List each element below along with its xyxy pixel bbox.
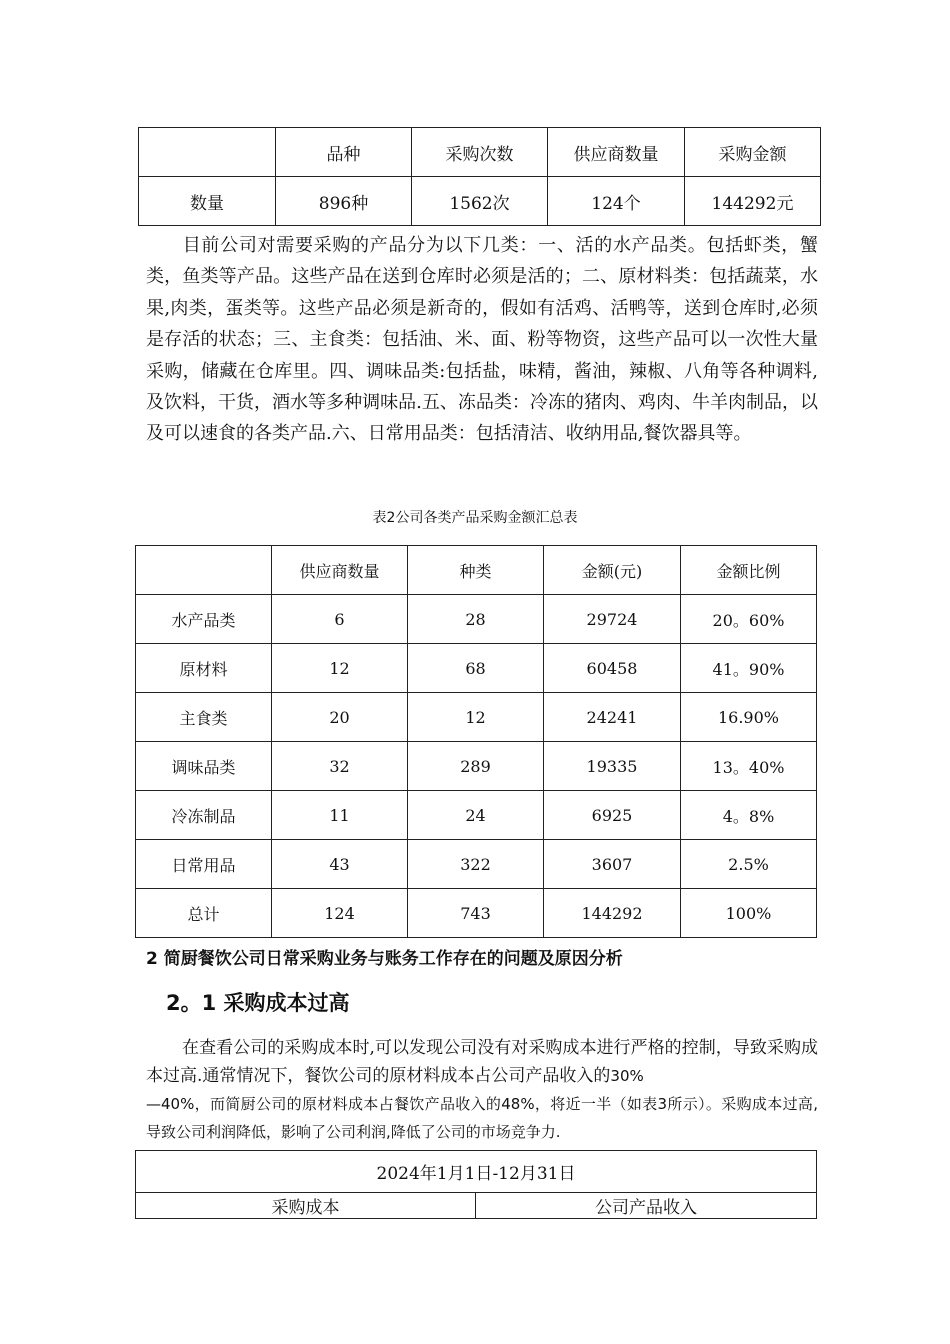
paragraph-text: 目前公司对需要采购的产品分为以下几类：一、活的水产品类。包括虾类，蟹类，鱼类等产品。这些产品在送到仓库时必须是活的；二、原材料类：包括蔬菜，水果,肉类，蛋类等。这些产品必须是新奇的，假如有活鸡、活鸭等，送到仓库时,必须是存活的状态；三、主食类：包括油、米、面、粉等物资，这些产品可以一次性大量采购，储藏在仓库里。四、调味品类:包括盐，味精，酱油，辣椒、八角等各种调料,及饮料，干货，酒水等多种调味品.五、冻品类：冷冻的猪肉、鸡肉、牛羊肉制品，以及可以速食的各类产品.六、日常用品类：包括清洁、收纳用品,餐饮器具等。	[146, 235, 818, 445]
table-header-row	[136, 546, 817, 595]
table-cell: 主食类	[136, 693, 272, 742]
table-row	[139, 177, 821, 226]
table-cell: 水产品类	[136, 595, 272, 644]
table-cell	[139, 128, 276, 177]
table-cell: 种类	[408, 546, 544, 595]
table-cell: 144292元	[685, 177, 821, 226]
table-cell: 20	[272, 693, 408, 742]
table-cell: 11	[272, 791, 408, 840]
paragraph-text: 在查看公司的采购成本时,可以发现公司没有对采购成本进行严格的控制，导致采购成本过高.通常情况下，餐饮公司的原材料成本占公司产品收入的	[146, 1038, 818, 1086]
table-cell: 调味品类	[136, 742, 272, 791]
table-cell: 743	[408, 889, 544, 938]
table-cell: 总计	[136, 889, 272, 938]
table-cell: 124个	[548, 177, 685, 226]
table-cell: 日常用品	[136, 840, 272, 889]
table-cell: 6	[272, 595, 408, 644]
cost-revenue-table	[135, 1150, 817, 1219]
table-cell: 41。90%	[681, 644, 817, 693]
table-cell: 20。60%	[681, 595, 817, 644]
table-cell: 金额(元)	[544, 546, 681, 595]
purchase-amount-table	[135, 545, 817, 938]
table-cell: 896种	[276, 177, 412, 226]
table-header-row	[136, 1151, 817, 1193]
table-cell: 1562次	[412, 177, 548, 226]
table-cell: 4。8%	[681, 791, 817, 840]
table-cell: 公司产品收入	[476, 1193, 817, 1219]
table-cell: 100%	[681, 889, 817, 938]
table-cell	[136, 546, 272, 595]
table-cell: 采购金额	[685, 128, 821, 177]
table-cell: 金额比例	[681, 546, 817, 595]
table-cell: 322	[408, 840, 544, 889]
table-row	[136, 693, 817, 742]
table-cell: 60458	[544, 644, 681, 693]
table-cell: 68	[408, 644, 544, 693]
subsection-heading: 2。1 采购成本过高	[166, 991, 350, 1015]
table-cell: 12	[408, 693, 544, 742]
table-cell: 3607	[544, 840, 681, 889]
table-cell: 24	[408, 791, 544, 840]
table-total-row	[136, 889, 817, 938]
table-row	[136, 595, 817, 644]
table-row	[136, 791, 817, 840]
table-cell: 29724	[544, 595, 681, 644]
table-cell: 24241	[544, 693, 681, 742]
table-cell: 43	[272, 840, 408, 889]
table-cell: 28	[408, 595, 544, 644]
table-cell: 124	[272, 889, 408, 938]
summary-table	[138, 127, 821, 226]
table-cell: 品种	[276, 128, 412, 177]
table-row	[136, 1193, 817, 1219]
table-row	[136, 742, 817, 791]
table-cell: 144292	[544, 889, 681, 938]
percent-range-start: 30%	[610, 1067, 644, 1085]
table-cell: 19335	[544, 742, 681, 791]
table-cell: 供应商数量	[548, 128, 685, 177]
table-cell: 冷冻制品	[136, 791, 272, 840]
product-category-paragraph	[146, 230, 818, 484]
table-cell: 采购次数	[412, 128, 548, 177]
table-row	[136, 644, 817, 693]
cost-paragraph	[146, 1034, 818, 1090]
table-cell: 6925	[544, 791, 681, 840]
table-cell: 原材料	[136, 644, 272, 693]
table-cell: 12	[272, 644, 408, 693]
table-cell: 32	[272, 742, 408, 791]
table-cell: 16.90%	[681, 693, 817, 742]
table-row	[136, 840, 817, 889]
table-cell-period: 2024年1月1日-12月31日	[136, 1151, 817, 1193]
table-caption: 表2公司各类产品采购金额汇总表	[372, 510, 578, 526]
table-header-row	[139, 128, 821, 177]
table-cell: 数量	[139, 177, 276, 226]
table-cell: 采购成本	[136, 1193, 476, 1219]
table-cell: 2.5%	[681, 840, 817, 889]
section-heading: 2 简厨餐饮公司日常采购业务与账务工作存在的问题及原因分析	[146, 949, 623, 969]
table-cell: 供应商数量	[272, 546, 408, 595]
table-cell: 289	[408, 742, 544, 791]
table-cell: 13。40%	[681, 742, 817, 791]
cost-paragraph-continued: —40%，而简厨公司的原材料成本占餐饮产品收入的48%，将近一半（如表3所示）。采购成本过高,导致公司利润降低，影响了公司利润,降低了公司的市场竞争力.	[146, 1095, 818, 1141]
